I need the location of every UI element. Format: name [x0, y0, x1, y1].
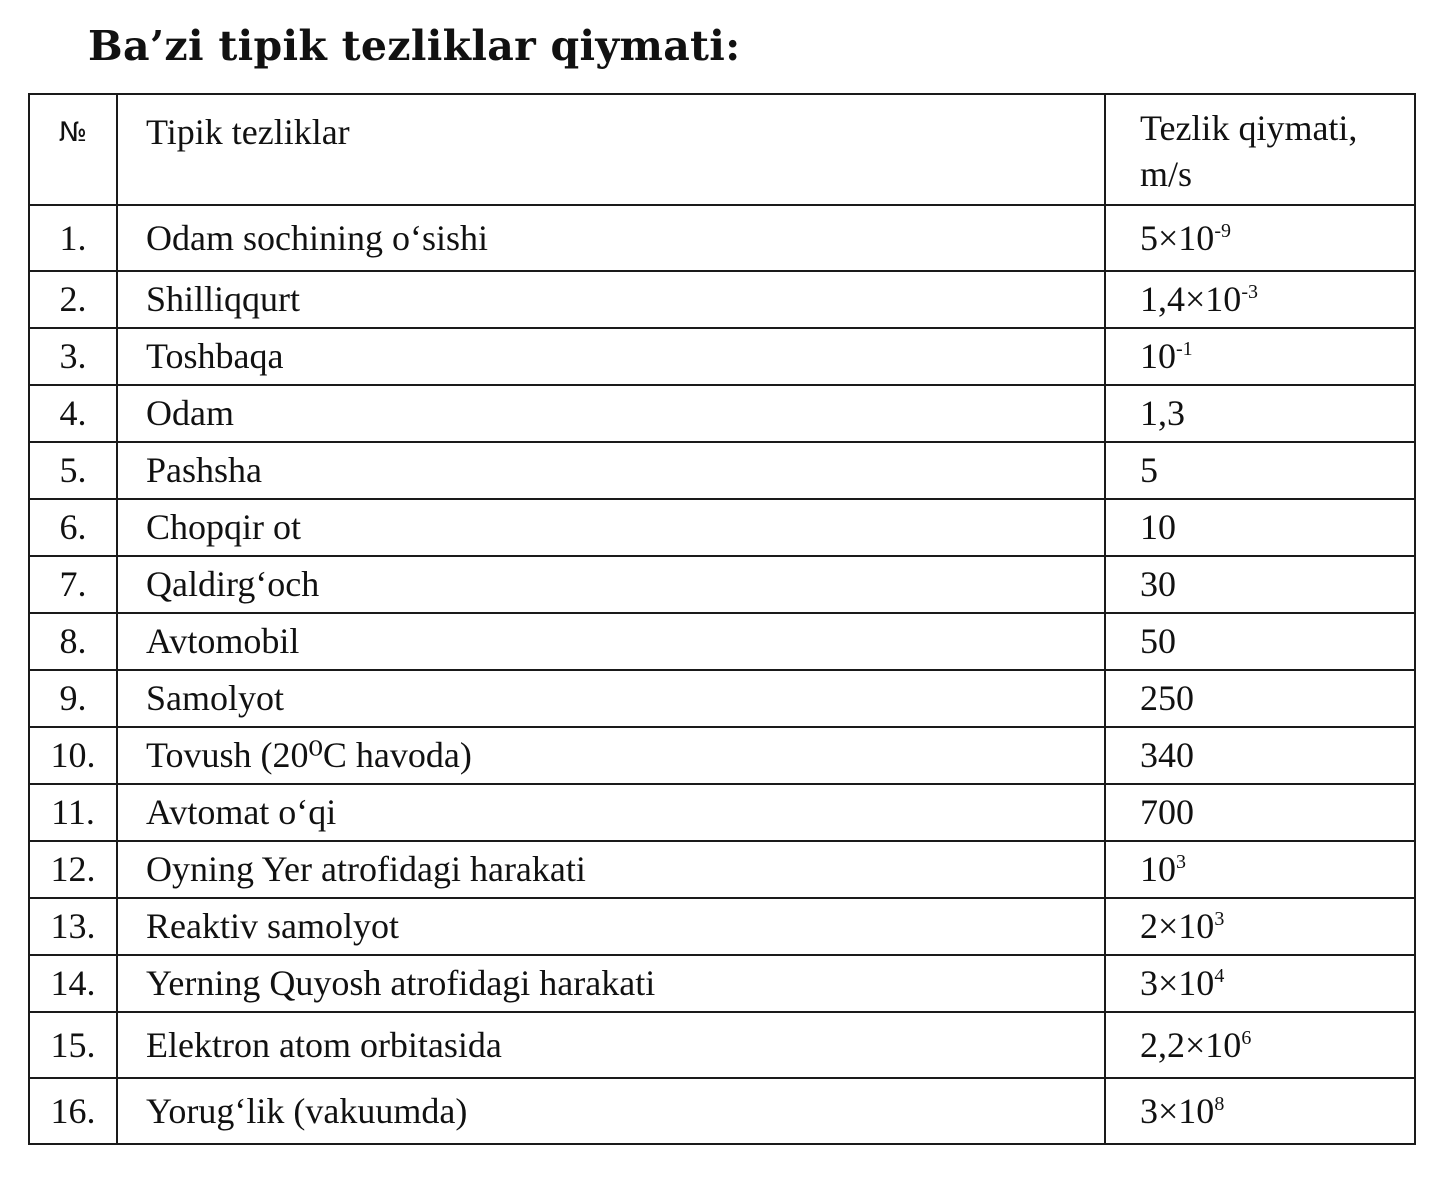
value-exponent: 3	[1214, 908, 1225, 930]
value-base: 10	[1140, 336, 1176, 376]
value-base: 3×10	[1140, 1090, 1215, 1131]
row-number: 13.	[29, 898, 117, 955]
value-base: 2×10	[1140, 906, 1215, 946]
header-name: Tipik tezliklar	[117, 94, 1105, 205]
row-value	[1105, 1078, 1415, 1144]
row-number: 10.	[29, 727, 117, 784]
row-number: 15.	[29, 1012, 117, 1078]
row-value	[1105, 328, 1415, 385]
value-base: 3×10	[1140, 963, 1215, 1003]
value-base: 340	[1140, 735, 1194, 775]
row-name: Odam sochining o‘sishi	[117, 205, 1105, 271]
row-value	[1105, 727, 1415, 784]
row-name: Avtomat o‘qi	[117, 784, 1105, 841]
row-name: Toshbaqa	[117, 328, 1105, 385]
table-row	[29, 1078, 1415, 1144]
row-value	[1105, 670, 1415, 727]
row-name: Yerning Quyosh atrofidagi harakati	[117, 955, 1105, 1012]
header-value-line2: m/s	[1140, 154, 1193, 194]
table-row	[29, 385, 1415, 442]
row-name: Avtomobil	[117, 613, 1105, 670]
row-name: Yorug‘lik (vakuumda)	[117, 1078, 1105, 1144]
value-base: 250	[1140, 678, 1194, 718]
value-exponent: -1	[1176, 338, 1193, 360]
row-value	[1105, 955, 1415, 1012]
row-number: 2.	[29, 271, 117, 328]
row-value	[1105, 271, 1415, 328]
table-header	[29, 94, 1415, 205]
table-body	[29, 205, 1415, 1144]
row-number: 11.	[29, 784, 117, 841]
row-value	[1105, 841, 1415, 898]
row-name: Oyning Yer atrofidagi harakati	[117, 841, 1105, 898]
row-name: Qaldirg‘och	[117, 556, 1105, 613]
value-base: 10	[1140, 507, 1176, 547]
row-value	[1105, 784, 1415, 841]
table-row	[29, 271, 1415, 328]
row-number: 16.	[29, 1078, 117, 1144]
row-number: 4.	[29, 385, 117, 442]
row-value	[1105, 442, 1415, 499]
table-row	[29, 784, 1415, 841]
row-number: 3.	[29, 328, 117, 385]
value-exponent: -3	[1241, 281, 1258, 303]
value-base: 700	[1140, 792, 1194, 832]
row-number: 7.	[29, 556, 117, 613]
table-row	[29, 1012, 1415, 1078]
row-name: Shilliqqurt	[117, 271, 1105, 328]
row-number: 12.	[29, 841, 117, 898]
row-number: 9.	[29, 670, 117, 727]
row-value	[1105, 1012, 1415, 1078]
table-row	[29, 955, 1415, 1012]
table-row	[29, 727, 1415, 784]
table-row	[29, 841, 1415, 898]
row-value	[1105, 205, 1415, 271]
table-row	[29, 670, 1415, 727]
row-name: Tovush (20⁰C havoda)	[117, 727, 1105, 784]
row-number: 6.	[29, 499, 117, 556]
row-name: Odam	[117, 385, 1105, 442]
page-title: Ba’zi tipik tezliklar qiymati:	[88, 22, 741, 70]
row-name: Samolyot	[117, 670, 1105, 727]
table-row	[29, 205, 1415, 271]
value-base: 2,2×10	[1140, 1024, 1242, 1065]
speeds-table	[28, 93, 1416, 1145]
table-row	[29, 328, 1415, 385]
row-value	[1105, 898, 1415, 955]
value-base: 10	[1140, 849, 1176, 889]
value-exponent: 4	[1214, 965, 1225, 987]
row-number: 5.	[29, 442, 117, 499]
value-exponent: 3	[1176, 851, 1186, 873]
value-base: 5	[1140, 450, 1158, 490]
row-name: Reaktiv samolyot	[117, 898, 1105, 955]
row-value	[1105, 385, 1415, 442]
table-row	[29, 613, 1415, 670]
value-base: 1,3	[1140, 393, 1185, 433]
header-value-line1: Tezlik qiymati,	[1140, 108, 1358, 148]
value-base: 50	[1140, 621, 1176, 661]
value-exponent: 6	[1241, 1026, 1252, 1049]
row-number: 8.	[29, 613, 117, 670]
row-value	[1105, 613, 1415, 670]
row-number: 14.	[29, 955, 117, 1012]
table-row	[29, 898, 1415, 955]
row-value	[1105, 499, 1415, 556]
value-base: 5×10	[1140, 217, 1215, 258]
table-row	[29, 556, 1415, 613]
row-name: Chopqir ot	[117, 499, 1105, 556]
table-row	[29, 499, 1415, 556]
row-number: 1.	[29, 205, 117, 271]
value-exponent: 8	[1214, 1092, 1225, 1115]
row-name: Pashsha	[117, 442, 1105, 499]
table-row	[29, 442, 1415, 499]
row-value	[1105, 556, 1415, 613]
value-base: 30	[1140, 564, 1176, 604]
value-base: 1,4×10	[1140, 279, 1242, 319]
header-value	[1105, 94, 1415, 205]
header-row	[29, 94, 1415, 205]
value-exponent: -9	[1214, 219, 1231, 242]
header-number: №	[29, 94, 117, 205]
row-name: Elektron atom orbitasida	[117, 1012, 1105, 1078]
